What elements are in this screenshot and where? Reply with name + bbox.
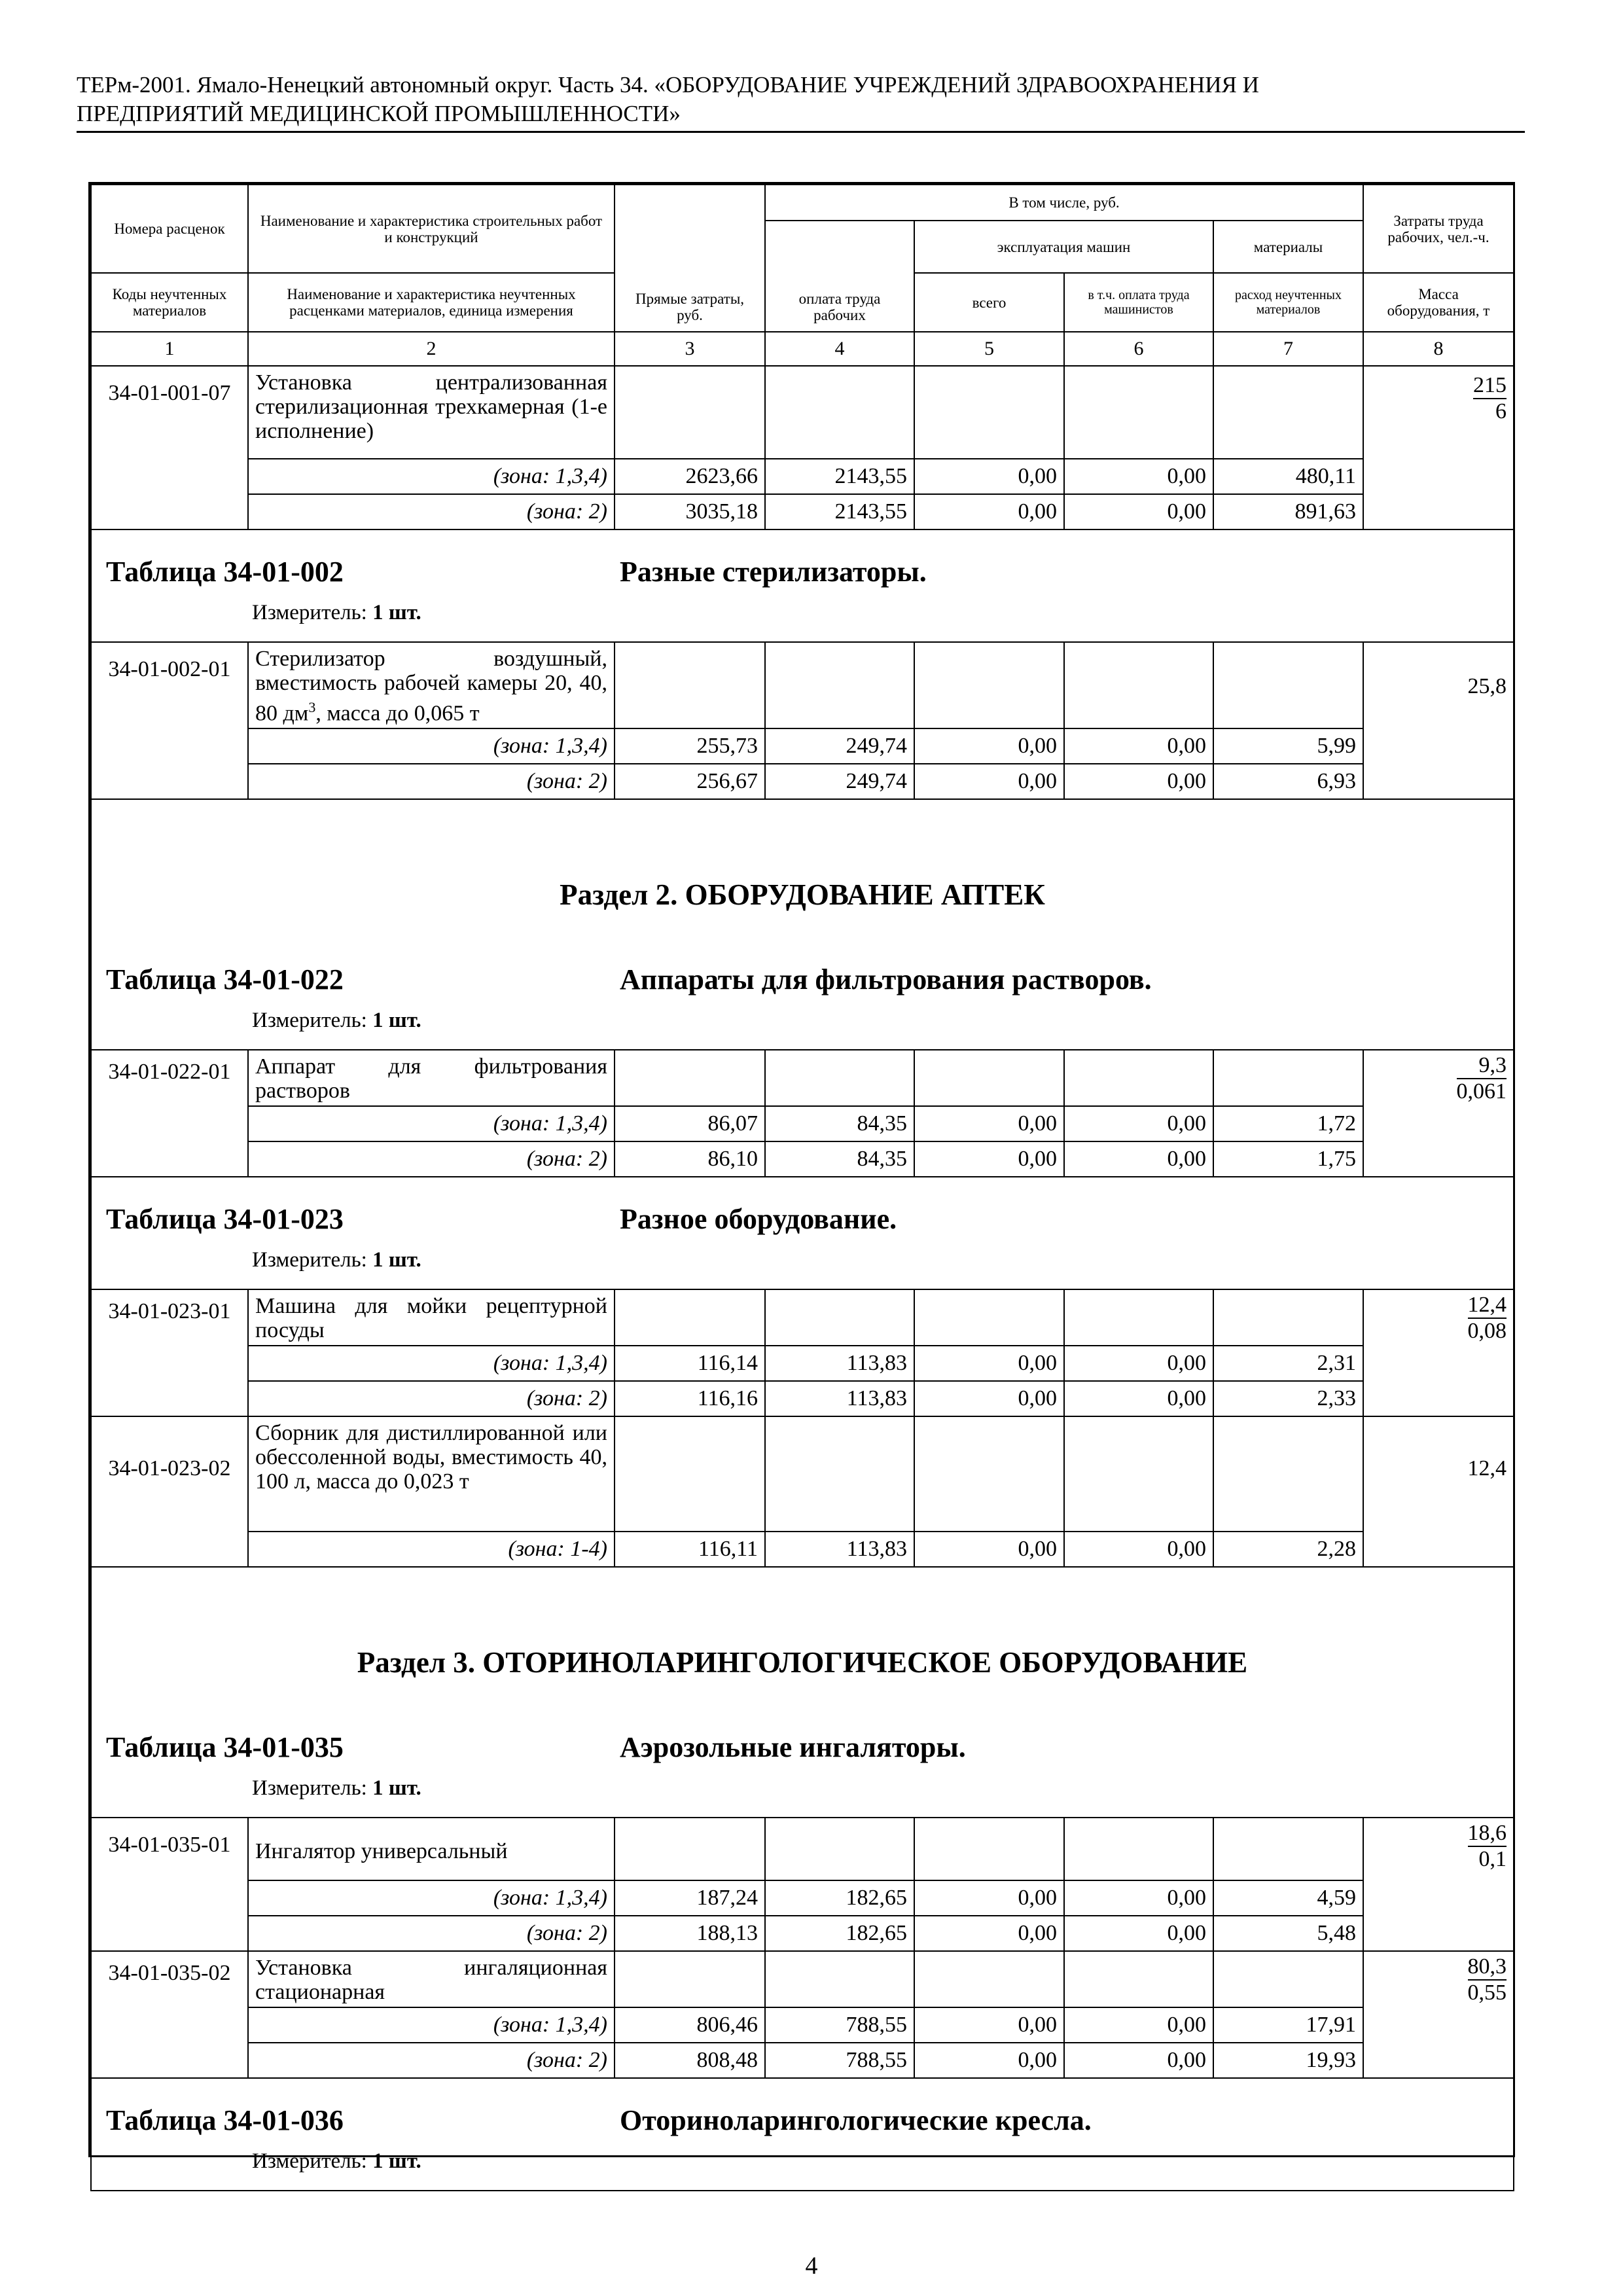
table-title: Аппараты для фильтрования растворов. xyxy=(620,963,1152,996)
wages-cost: 113,83 xyxy=(765,1346,914,1381)
materials-cost: 19,93 xyxy=(1213,2043,1363,2078)
measure-row xyxy=(91,1248,1514,1289)
wages-cost: 788,55 xyxy=(765,2007,914,2043)
direct-cost: 808,48 xyxy=(615,2043,765,2078)
labor-mass-cell xyxy=(1363,1050,1514,1177)
zone-row xyxy=(91,1141,1514,1177)
machinist-cost: 0,00 xyxy=(1064,1106,1213,1141)
rate-code: 34-01-023-01 xyxy=(91,1289,248,1416)
header-rule xyxy=(77,131,1525,133)
materials-cost: 5,48 xyxy=(1213,1916,1363,1951)
table-number: Таблица 34-01-035 xyxy=(106,1731,344,1763)
machinist-cost: 0,00 xyxy=(1064,1532,1213,1567)
zone-row xyxy=(91,494,1514,529)
table-title: Аэрозольные ингаляторы. xyxy=(620,1731,966,1763)
wages-cost: 113,83 xyxy=(765,1381,914,1416)
zone-label: (зона: 1,3,4) xyxy=(248,459,615,494)
zone-row xyxy=(91,1880,1514,1916)
col-wages: оплата труда рабочих xyxy=(765,221,914,332)
wages-cost: 2143,55 xyxy=(765,494,914,529)
rates-table xyxy=(90,184,1514,2191)
machinist-cost: 0,00 xyxy=(1064,1880,1213,1916)
table-heading xyxy=(91,529,1514,601)
materials-cost: 480,11 xyxy=(1213,459,1363,494)
labor-value: 12,4 xyxy=(1363,1416,1514,1567)
mass-value: 0,55 xyxy=(1467,1981,1507,2005)
zone-row xyxy=(91,764,1514,799)
zone-label: (зона: 1-4) xyxy=(248,1532,615,1567)
machinist-cost: 0,00 xyxy=(1064,2007,1213,2043)
zone-label: (зона: 1,3,4) xyxy=(248,2007,615,2043)
machinist-cost: 0,00 xyxy=(1064,459,1213,494)
rate-description: Машина для мойки рецептурной посуды xyxy=(248,1289,615,1346)
mass-value: 0,08 xyxy=(1467,1319,1507,1343)
measure-label: Измеритель: xyxy=(252,1776,367,1800)
direct-cost: 256,67 xyxy=(615,764,765,799)
measure-row xyxy=(91,1776,1514,1818)
table-number: Таблица 34-01-022 xyxy=(106,963,344,996)
rate-code: 34-01-001-07 xyxy=(91,366,248,529)
col-rate-numbers: Номера расценок xyxy=(91,185,248,273)
materials-cost: 891,63 xyxy=(1213,494,1363,529)
machinist-cost: 0,00 xyxy=(1064,728,1213,764)
materials-cost: 2,33 xyxy=(1213,1381,1363,1416)
col-unaccounted: расход неучтенных материалов xyxy=(1213,273,1363,332)
rates-table-frame xyxy=(88,182,1515,2173)
measure-value: 1 шт. xyxy=(372,1248,421,1272)
col-number: 5 xyxy=(914,332,1064,366)
measure-value: 1 шт. xyxy=(372,1776,421,1800)
machines-cost: 0,00 xyxy=(914,2043,1064,2078)
wages-cost: 249,74 xyxy=(765,764,914,799)
col-incl-machinist: в т.ч. оплата труда машинистов xyxy=(1064,273,1213,332)
wages-cost: 788,55 xyxy=(765,2043,914,2078)
measure-label: Измеритель: xyxy=(252,1009,367,1032)
zone-row xyxy=(91,459,1514,494)
col-direct: Прямые затраты, руб. xyxy=(615,185,765,332)
machines-cost: 0,00 xyxy=(914,1106,1064,1141)
table-heading xyxy=(91,1177,1514,1248)
materials-cost: 1,75 xyxy=(1213,1141,1363,1177)
col-labor: Затраты труда рабочих, чел.-ч. xyxy=(1363,185,1514,273)
labor-value: 25,8 xyxy=(1363,642,1514,799)
machines-cost: 0,00 xyxy=(914,1141,1064,1177)
measure-label: Измеритель: xyxy=(252,601,367,624)
direct-cost: 806,46 xyxy=(615,2007,765,2043)
direct-cost: 3035,18 xyxy=(615,494,765,529)
col-number: 1 xyxy=(91,332,248,366)
table-row xyxy=(91,1416,1514,1532)
zone-row xyxy=(91,728,1514,764)
wages-cost: 84,35 xyxy=(765,1106,914,1141)
machines-cost: 0,00 xyxy=(914,1381,1064,1416)
measure-label: Измеритель: xyxy=(252,2149,367,2173)
machinist-cost: 0,00 xyxy=(1064,2043,1213,2078)
direct-cost: 2623,66 xyxy=(615,459,765,494)
machinist-cost: 0,00 xyxy=(1064,764,1213,799)
section-title: Раздел 2. ОБОРУДОВАНИЕ АПТЕК xyxy=(91,799,1514,956)
header-row-1 xyxy=(91,185,1514,221)
materials-cost: 4,59 xyxy=(1213,1880,1363,1916)
zone-row xyxy=(91,1106,1514,1141)
col-total: всего xyxy=(914,273,1064,332)
machinist-cost: 0,00 xyxy=(1064,1381,1213,1416)
rate-description: Аппарат для фильтрования растворов xyxy=(248,1050,615,1106)
zone-label: (зона: 2) xyxy=(248,764,615,799)
col-materials: материалы xyxy=(1213,221,1363,273)
zone-row xyxy=(91,1381,1514,1416)
zone-label: (зона: 2) xyxy=(248,1141,615,1177)
rate-description: Сборник для дистиллированной или обессоленной воды, вместимость 40, 100 л, масса до 0,023 т xyxy=(248,1416,615,1532)
column-numbers-row xyxy=(91,332,1514,366)
section-heading xyxy=(91,799,1514,956)
zone-row xyxy=(91,1916,1514,1951)
table-row xyxy=(91,1050,1514,1106)
materials-cost: 1,72 xyxy=(1213,1106,1363,1141)
col-number: 4 xyxy=(765,332,914,366)
zone-row xyxy=(91,1346,1514,1381)
col-including: В том числе, руб. xyxy=(765,185,1363,221)
rate-code: 34-01-023-02 xyxy=(91,1416,248,1567)
measure-row xyxy=(91,1009,1514,1050)
machines-cost: 0,00 xyxy=(914,459,1064,494)
mass-value: 0,061 xyxy=(1456,1079,1507,1103)
direct-cost: 188,13 xyxy=(615,1916,765,1951)
zone-label: (зона: 2) xyxy=(248,1381,615,1416)
direct-cost: 86,10 xyxy=(615,1141,765,1177)
table-heading xyxy=(91,2078,1514,2149)
wages-cost: 84,35 xyxy=(765,1141,914,1177)
machines-cost: 0,00 xyxy=(914,764,1064,799)
rate-description: Установка ингаляционная стационарная xyxy=(248,1951,615,2007)
mass-value: 6 xyxy=(1495,399,1507,423)
col-codes: Коды неучтенных материалов xyxy=(91,273,248,332)
direct-cost: 187,24 xyxy=(615,1880,765,1916)
wages-cost: 182,65 xyxy=(765,1880,914,1916)
zone-label: (зона: 1,3,4) xyxy=(248,728,615,764)
zone-label: (зона: 2) xyxy=(248,2043,615,2078)
materials-cost: 6,93 xyxy=(1213,764,1363,799)
wages-cost: 113,83 xyxy=(765,1532,914,1567)
machinist-cost: 0,00 xyxy=(1064,494,1213,529)
table-row xyxy=(91,1289,1514,1346)
measure-value: 1 шт. xyxy=(372,1009,421,1032)
wages-cost: 182,65 xyxy=(765,1916,914,1951)
labor-mass-cell xyxy=(1363,1289,1514,1416)
page-header xyxy=(77,71,1516,128)
col-number: 2 xyxy=(248,332,615,366)
rate-code: 34-01-002-01 xyxy=(91,642,248,799)
table-title: Оториноларингологические кресла. xyxy=(620,2104,1092,2136)
header-line-1: ТЕРм-2001. Ямало-Ненецкий автономный округ. Часть 34. «ОБОРУДОВАНИЕ УЧРЕЖДЕНИЙ ЗДРАВООХРАНЕНИЯ И xyxy=(77,72,1259,98)
rate-code: 34-01-035-02 xyxy=(91,1951,248,2078)
rate-code: 34-01-035-01 xyxy=(91,1818,248,1951)
measure-value: 1 шт. xyxy=(372,601,421,624)
direct-cost: 116,11 xyxy=(615,1532,765,1567)
table-heading xyxy=(91,1724,1514,1776)
zone-label: (зона: 1,3,4) xyxy=(248,1880,615,1916)
direct-cost: 116,16 xyxy=(615,1381,765,1416)
machines-cost: 0,00 xyxy=(914,1880,1064,1916)
labor-value: 18,6 xyxy=(1468,1821,1507,1847)
labor-mass-cell xyxy=(1363,1951,1514,2078)
materials-cost: 5,99 xyxy=(1213,728,1363,764)
labor-value: 80,3 xyxy=(1468,1954,1507,1981)
col-name-bottom: Наименование и характеристика неучтенных расценками материалов, единица измерения xyxy=(248,273,615,332)
table-number: Таблица 34-01-002 xyxy=(106,556,344,588)
zone-label: (зона: 2) xyxy=(248,494,615,529)
zone-label: (зона: 1,3,4) xyxy=(248,1346,615,1381)
materials-cost: 2,31 xyxy=(1213,1346,1363,1381)
table-row xyxy=(91,1818,1514,1880)
zone-label: (зона: 1,3,4) xyxy=(248,1106,615,1141)
rate-description: Установка централизованная стерилизационная трехкамерная (1-е исполнение) xyxy=(248,366,615,459)
machines-cost: 0,00 xyxy=(914,2007,1064,2043)
col-mass: Масса оборудования, т xyxy=(1363,273,1514,332)
col-number: 3 xyxy=(615,332,765,366)
labor-mass-cell xyxy=(1363,366,1514,529)
table-title: Разные стерилизаторы. xyxy=(620,556,927,588)
materials-cost: 17,91 xyxy=(1213,2007,1363,2043)
direct-cost: 255,73 xyxy=(615,728,765,764)
machines-cost: 0,00 xyxy=(914,728,1064,764)
col-number: 7 xyxy=(1213,332,1363,366)
table-title: Разное оборудование. xyxy=(620,1203,897,1235)
machinist-cost: 0,00 xyxy=(1064,1916,1213,1951)
zone-row xyxy=(91,2043,1514,2078)
machines-cost: 0,00 xyxy=(914,494,1064,529)
wages-cost: 2143,55 xyxy=(765,459,914,494)
section-heading xyxy=(91,1567,1514,1724)
col-number: 8 xyxy=(1363,332,1514,366)
measure-row xyxy=(91,2149,1514,2191)
measure-label: Измеритель: xyxy=(252,1248,367,1272)
section-title: Раздел 3. ОТОРИНОЛАРИНГОЛОГИЧЕСКОЕ ОБОРУДОВАНИЕ xyxy=(91,1567,1514,1724)
machines-cost: 0,00 xyxy=(914,1532,1064,1567)
labor-mass-cell xyxy=(1363,1818,1514,1951)
table-row xyxy=(91,642,1514,728)
rate-description: Ингалятор универсальный xyxy=(248,1818,615,1880)
col-name-top: Наименование и характеристика строительных работ и конструкций xyxy=(248,185,615,273)
machines-cost: 0,00 xyxy=(914,1346,1064,1381)
zone-row xyxy=(91,2007,1514,2043)
direct-cost: 116,14 xyxy=(615,1346,765,1381)
measure-value: 1 шт. xyxy=(372,2149,421,2173)
labor-value: 9,3 xyxy=(1457,1053,1507,1079)
mass-value: 0,1 xyxy=(1478,1847,1507,1871)
table-row xyxy=(91,366,1514,459)
rate-description: Стерилизатор воздушный, вместимость рабочей камеры 20, 40, 80 $дм^3$, масса до 0,065 т xyxy=(248,642,615,728)
header-line-2: ПРЕДПРИЯТИЙ МЕДИЦИНСКОЙ ПРОМЫШЛЕННОСТИ» xyxy=(77,101,681,126)
materials-cost: 2,28 xyxy=(1213,1532,1363,1567)
direct-cost: 86,07 xyxy=(615,1106,765,1141)
wages-cost: 249,74 xyxy=(765,728,914,764)
labor-value: 12,4 xyxy=(1468,1293,1507,1319)
col-machines: эксплуатация машин xyxy=(914,221,1213,273)
rate-code: 34-01-022-01 xyxy=(91,1050,248,1177)
table-number: Таблица 34-01-036 xyxy=(106,2104,344,2136)
labor-value: 215 xyxy=(1473,373,1507,399)
col-number: 6 xyxy=(1064,332,1213,366)
zone-row xyxy=(91,1532,1514,1567)
machines-cost: 0,00 xyxy=(914,1916,1064,1951)
zone-label: (зона: 2) xyxy=(248,1916,615,1951)
measure-row xyxy=(91,601,1514,642)
machinist-cost: 0,00 xyxy=(1064,1346,1213,1381)
page-number: 4 xyxy=(805,2252,818,2280)
machinist-cost: 0,00 xyxy=(1064,1141,1213,1177)
table-row xyxy=(91,1951,1514,2007)
table-number: Таблица 34-01-023 xyxy=(106,1203,344,1235)
table-heading xyxy=(91,956,1514,1009)
